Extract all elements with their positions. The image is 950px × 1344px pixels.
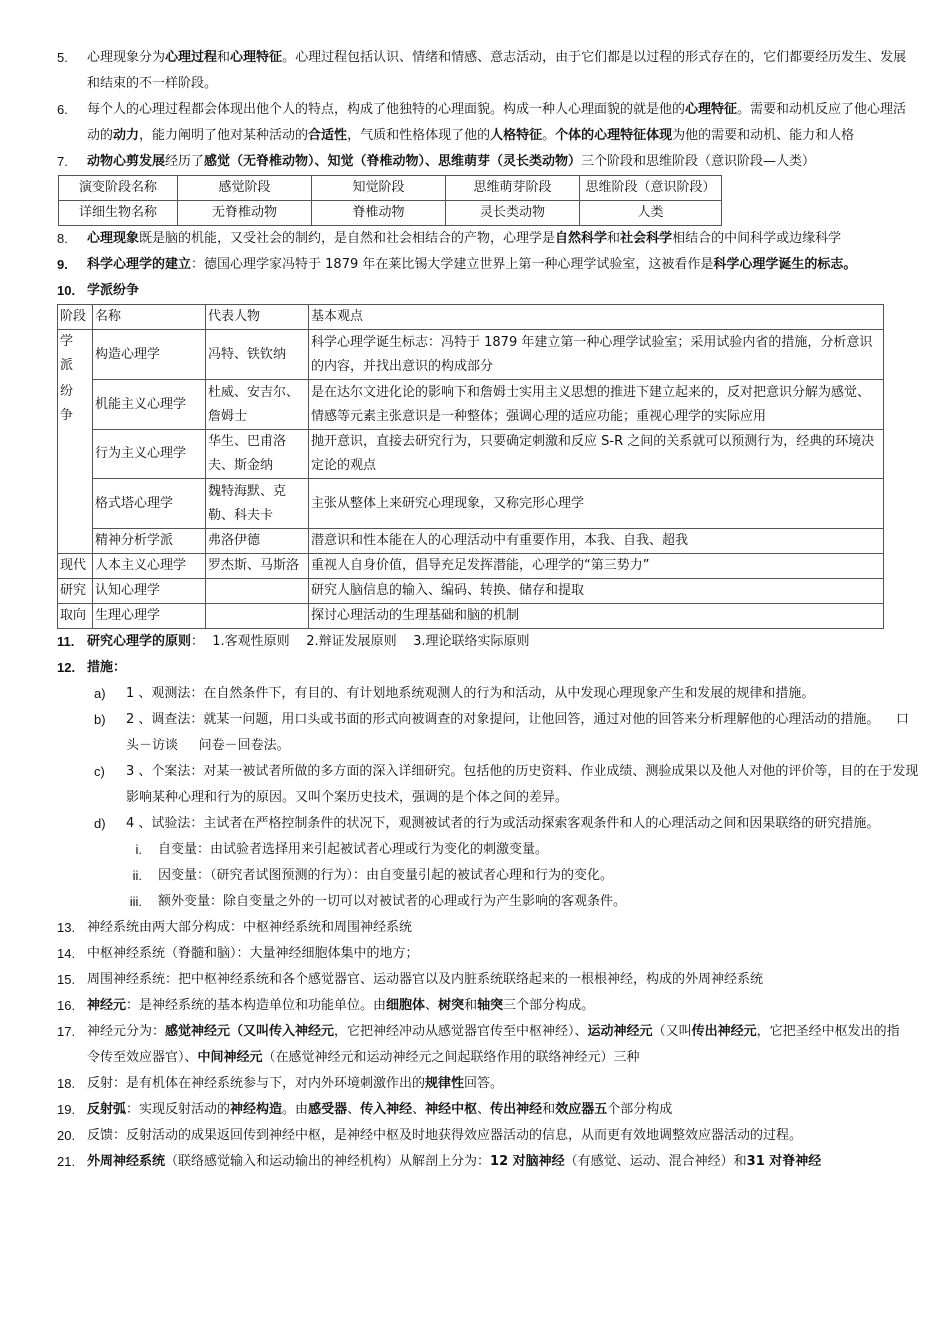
table-cell: 罗杰斯、马斯洛 <box>206 554 309 579</box>
text: 神经系统由两大部分构成：中枢神经系统和周围神经系统 <box>87 920 413 935</box>
bold-text: 传出神经元 <box>691 1024 757 1039</box>
bold-text: 传出神经 <box>490 1102 543 1117</box>
table-cell: 行为主义心理学 <box>93 430 206 479</box>
table-cell: 构造心理学 <box>93 330 206 380</box>
item-number: 21. <box>57 1154 76 1169</box>
text: ：是神经系统的基本构造单位和功能单位。由 <box>126 998 387 1013</box>
stage-cell: 取向 <box>58 604 93 629</box>
text: 、 <box>425 998 439 1013</box>
bold-text: 心理现象 <box>87 231 140 246</box>
stage-cell <box>58 380 93 479</box>
text: 三个部分构成。 <box>503 998 595 1013</box>
text: 反射：是有机体在神经系统参与下，对内外环境刺激作出的 <box>87 1076 426 1091</box>
item-number: 17. <box>57 1024 76 1039</box>
item-12 <box>0 655 950 681</box>
section-heading: 学派纷争 <box>87 283 140 298</box>
bold-text: 自然科学 <box>555 231 608 246</box>
item-number: 5. <box>57 50 68 65</box>
text: 、 <box>347 1102 361 1117</box>
table-cell: 生理心理学 <box>93 604 206 629</box>
item-number: 14. <box>57 946 76 961</box>
bold-text: 人格特征 <box>490 128 543 143</box>
text: 每个人的心理过程都会体现出他个人的特点，构成了他独特的心理面貌。构成一种人心理面貌的就是他的 <box>87 102 686 117</box>
bold-text: 科学心理学的建立 <box>87 257 192 272</box>
stage-cell: 现代 <box>58 554 93 579</box>
evolution-stage-table <box>58 175 722 226</box>
table-cell: 精神分析学派 <box>93 529 206 554</box>
table-row <box>58 479 884 529</box>
text: 。心理过程包括认识、情绪和情感、意志活动，由于它们都是以过程的形式存在的，它们都要经历发生、发展和结束的不一样阶段。 <box>87 50 907 91</box>
method-item <box>0 759 950 811</box>
text: 、 <box>412 1102 426 1117</box>
table-cell: 感觉阶段 <box>178 176 312 201</box>
variable-text: 因变量：（研究者试图预测的行为）：由自变量引起的被试者心理和行为的变化。 <box>158 868 614 883</box>
table-cell: 杜威、安吉尔、詹姆士 <box>206 380 309 430</box>
table-cell: 潜意识和性本能在人的心理活动中有重要作用，本我、自我、超我 <box>309 529 884 554</box>
item-number: 10. <box>57 283 76 298</box>
text: 三个阶段和思维阶段（意识阶段—人类） <box>581 154 816 169</box>
table-cell: 魏特海默、克勒、科夫卡 <box>206 479 309 529</box>
text: ，气质和性格体现了他的 <box>347 128 491 143</box>
table-row <box>58 380 884 430</box>
item-number: 9. <box>57 257 68 272</box>
text: ，它把圣经中枢发出的指令传至效应器官）、 <box>87 1024 900 1065</box>
item-number: 20. <box>57 1128 76 1143</box>
item-14 <box>0 941 950 967</box>
bold-text: 感觉神经元（又叫传入神经元 <box>165 1024 335 1039</box>
item-18 <box>0 1071 950 1097</box>
bold-text: 社会科学 <box>620 231 673 246</box>
item-6 <box>0 97 950 149</box>
table-cell: 科学心理学诞生标志：冯特于 1879 年建立第一种心理学试验室；采用试验内省的措施，分析意识的内容，并找出意识的构成部分 <box>309 330 884 380</box>
method-label: d) <box>94 816 106 831</box>
method-item <box>0 811 950 837</box>
variable-label: i. <box>135 842 142 857</box>
bold-text: 研究心理学的原则 <box>87 634 192 649</box>
text: （有感觉、运动、混合神经）和 <box>564 1154 747 1169</box>
bold-text: 效应器五 <box>555 1102 608 1117</box>
text: 、 <box>477 1102 491 1117</box>
item-number: 7. <box>57 154 68 169</box>
variable-label: iii. <box>129 894 142 909</box>
method-text: 2 、调查法：就某一问题，用口头或书面的形式向被调查的对象提问，让他回答，通过对他的回答来分析理解他的心理活动的措施。 口头－访谈 问卷－回卷法。 <box>126 712 909 753</box>
text: 和 <box>607 231 621 246</box>
text: （联络感觉输入和运动输出的神经机构）从解剖上分为： <box>165 1154 491 1169</box>
table-row <box>58 430 884 479</box>
bold-text: 心理特征 <box>685 102 738 117</box>
bold-text: 传入神经 <box>360 1102 413 1117</box>
item-number: 16. <box>57 998 76 1013</box>
text: ： 1.客观性原则 2.辩证发展原则 3.理论联络实际原则 <box>191 634 530 649</box>
text: （又叫 <box>652 1024 692 1039</box>
text: 反馈：反射活动的成果返回传到神经中枢，是神经中枢及时地获得效应器活动的信息，从而更有效地调整效应器活动的过程。 <box>87 1128 803 1143</box>
table-cell: 演变阶段名称 <box>59 176 178 201</box>
text: ：德国心理学家冯特于 1879 年在莱比锡大学建立世界上第一种心理学试验室，这被看作是 <box>191 257 714 272</box>
table-row <box>58 554 884 579</box>
item-number: 19. <box>57 1102 76 1117</box>
text: 。由 <box>282 1102 309 1117</box>
table-row <box>58 529 884 554</box>
table-cell: 无脊椎动物 <box>178 201 312 226</box>
text: 周围神经系统：把中枢神经系统和各个感觉器官、运动器官以及内脏系统联络起来的一根根神经，构成的外周神经系统 <box>87 972 764 987</box>
bold-text: 运动神经元 <box>587 1024 653 1039</box>
variable-item <box>0 889 950 915</box>
table-cell: 是在达尔文进化论的影响下和詹姆士实用主义思想的推进下建立起来的，反对把意识分解为感觉、情感等元素主张意识是一种整体；强调心理的适应功能；重视心理学的实际应用 <box>309 380 884 430</box>
item-8 <box>0 226 950 252</box>
text: 。 <box>542 128 556 143</box>
method-text: 3 、个案法：对某一被试者所做的多方面的深入详细研究。包括他的历史资料、作业成绩、测验成果以及他人对他的评价等，目的在于发现影响某种心理和行为的原因。又叫个案历史技术，强调的是个体之间的差异。 <box>126 764 919 805</box>
table-cell: 弗洛伊德 <box>206 529 309 554</box>
item-20 <box>0 1123 950 1149</box>
document-page <box>0 45 950 1175</box>
item-number: 11. <box>57 634 75 649</box>
bold-text: 动物心剪发展 <box>87 154 166 169</box>
bold-text: 心理过程 <box>165 50 218 65</box>
item-number: 8. <box>57 231 68 246</box>
text: 经历了 <box>165 154 205 169</box>
bold-text: 神经元 <box>87 998 127 1013</box>
table-row <box>58 579 884 604</box>
table-cell: 脊椎动物 <box>312 201 446 226</box>
bold-text: 轴突 <box>477 998 504 1013</box>
method-label: b) <box>94 712 106 727</box>
stage-char: 争 <box>60 407 74 423</box>
text: ，能力阐明了他对某种活动的 <box>139 128 309 143</box>
text: 回答。 <box>464 1076 504 1091</box>
table-cell: 重视人自身价值，倡导充足发挥潜能，心理学的“第三势力” <box>309 554 884 579</box>
table-row <box>59 176 722 201</box>
table-cell <box>206 579 309 604</box>
text: 和 <box>542 1102 556 1117</box>
table-cell: 思维萌芽阶段 <box>446 176 580 201</box>
method-text: 4 、试验法：主试者在严格控制条件的状况下，观测被试者的行为或活动探索客观条件和人的心理活动之间和因果联络的研究措施。 <box>126 816 880 831</box>
item-15 <box>0 967 950 993</box>
table-cell: 研究人脑信息的输入、编码、转换、储存和提取 <box>309 579 884 604</box>
text: 。需要和动机反应了他心理活动的 <box>87 102 907 143</box>
variable-label: ii. <box>132 868 142 883</box>
header-cell: 基本观点 <box>309 305 884 330</box>
text: 相结合的中间科学或边缘科学 <box>672 231 842 246</box>
text: 和 <box>217 50 231 65</box>
text: 为他的需要和动机、能力和人格 <box>672 128 855 143</box>
table-cell: 主张从整体上来研究心理现象，又称完形心理学 <box>309 479 884 529</box>
table-cell: 知觉阶段 <box>312 176 446 201</box>
header-cell: 阶段 <box>58 305 93 330</box>
header-cell: 代表人物 <box>206 305 309 330</box>
text: 个部分构成 <box>607 1102 673 1117</box>
text: 心理现象分为 <box>87 50 166 65</box>
variable-text: 自变量：由试验者选择用来引起被试者心理或行为变化的刺激变量。 <box>158 842 549 857</box>
item-number: 12. <box>57 660 76 675</box>
bold-text: 细胞体 <box>386 998 426 1013</box>
stage-cell <box>58 479 93 529</box>
text: ：实现反射活动的 <box>126 1102 231 1117</box>
bold-text: 感觉（无脊椎动物）、知觉（脊椎动物）、思维萌芽（灵长类动物） <box>204 154 582 169</box>
header-cell: 名称 <box>93 305 206 330</box>
table-cell: 冯特、铁钦纳 <box>206 330 309 380</box>
bold-text: 感受器 <box>308 1102 348 1117</box>
table-cell: 详细生物名称 <box>59 201 178 226</box>
stage-char: 纷 <box>60 383 74 399</box>
bold-text: 科学心理学诞生的标志。 <box>713 257 857 272</box>
bold-text: 中间神经元 <box>197 1050 263 1065</box>
item-number: 6. <box>57 102 68 117</box>
text: 神经元分为： <box>87 1024 166 1039</box>
school-debate-table <box>57 304 884 629</box>
bold-text: 动力 <box>113 128 140 143</box>
item-5 <box>0 45 950 97</box>
text: ，它把神经冲动从感觉器官传至中枢神经）、 <box>334 1024 588 1039</box>
text: 和 <box>464 998 478 1013</box>
table-cell: 人类 <box>580 201 722 226</box>
method-text: 1 、观测法：在自然条件下，有目的、有计划地系统观测人的行为和活动，从中发现心理现象产生和发展的规律和措施。 <box>126 686 815 701</box>
section-heading: 措施： <box>87 660 127 675</box>
table-cell: 华生、巴甫洛夫、斯金纳 <box>206 430 309 479</box>
bold-text: 神经中枢 <box>425 1102 478 1117</box>
bold-text: 树突 <box>438 998 465 1013</box>
variable-text: 额外变量：除自变量之外的一切可以对被试者的心理或行为产生影响的客观条件。 <box>158 894 627 909</box>
method-label: a) <box>94 686 106 701</box>
table-row <box>58 330 884 380</box>
bold-text: 个体的心理特征体现 <box>555 128 673 143</box>
item-9 <box>0 252 950 278</box>
bold-text: 神经构造 <box>230 1102 283 1117</box>
variable-item <box>0 837 950 863</box>
item-7 <box>0 149 950 175</box>
text: 中枢神经系统（脊髓和脑）：大量神经细胞体集中的地方； <box>87 946 419 961</box>
variable-item <box>0 863 950 889</box>
table-cell: 机能主义心理学 <box>93 380 206 430</box>
table-cell: 抛开意识，直接去研究行为，只要确定刺激和反应 S-R 之间的关系就可以预测行为，经典的环境决定论的观点 <box>309 430 884 479</box>
table-cell <box>206 604 309 629</box>
table-cell: 灵长类动物 <box>446 201 580 226</box>
method-item <box>0 707 950 759</box>
stage-cell <box>58 330 93 380</box>
table-cell: 人本主义心理学 <box>93 554 206 579</box>
item-11 <box>0 629 950 655</box>
stage-cell <box>58 529 93 554</box>
bold-text: 心理特征 <box>230 50 283 65</box>
method-item <box>0 681 950 707</box>
stage-cell: 研究 <box>58 579 93 604</box>
stage-char: 学 <box>60 334 74 349</box>
table-cell: 思维阶段（意识阶段） <box>580 176 722 201</box>
item-19 <box>0 1097 950 1123</box>
bold-text: 12 对脑神经 <box>490 1154 565 1169</box>
bold-text: 外周神经系统 <box>87 1154 166 1169</box>
item-16 <box>0 993 950 1019</box>
text: （在感觉神经元和运动神经元之间起联络作用的联络神经元）三种 <box>262 1050 640 1065</box>
table-header-row <box>58 305 884 330</box>
method-label: c) <box>94 764 105 779</box>
item-number: 13. <box>57 920 76 935</box>
bold-text: 规律性 <box>425 1076 465 1091</box>
table-row <box>58 604 884 629</box>
table-cell: 格式塔心理学 <box>93 479 206 529</box>
table-cell: 认知心理学 <box>93 579 206 604</box>
table-cell: 探讨心理活动的生理基础和脑的机制 <box>309 604 884 629</box>
item-10 <box>0 278 950 304</box>
text: 既是脑的机能，又受社会的制约，是自然和社会相结合的产物，心理学是 <box>139 231 556 246</box>
stage-char: 派 <box>60 358 74 373</box>
item-number: 18. <box>57 1076 76 1091</box>
item-13 <box>0 915 950 941</box>
table-row <box>59 201 722 226</box>
bold-text: 31 对脊神经 <box>746 1154 822 1169</box>
item-21 <box>0 1149 950 1175</box>
bold-text: 反射弧 <box>87 1102 127 1117</box>
item-17 <box>0 1019 950 1071</box>
bold-text: 合适性 <box>308 128 348 143</box>
item-number: 15. <box>57 972 76 987</box>
